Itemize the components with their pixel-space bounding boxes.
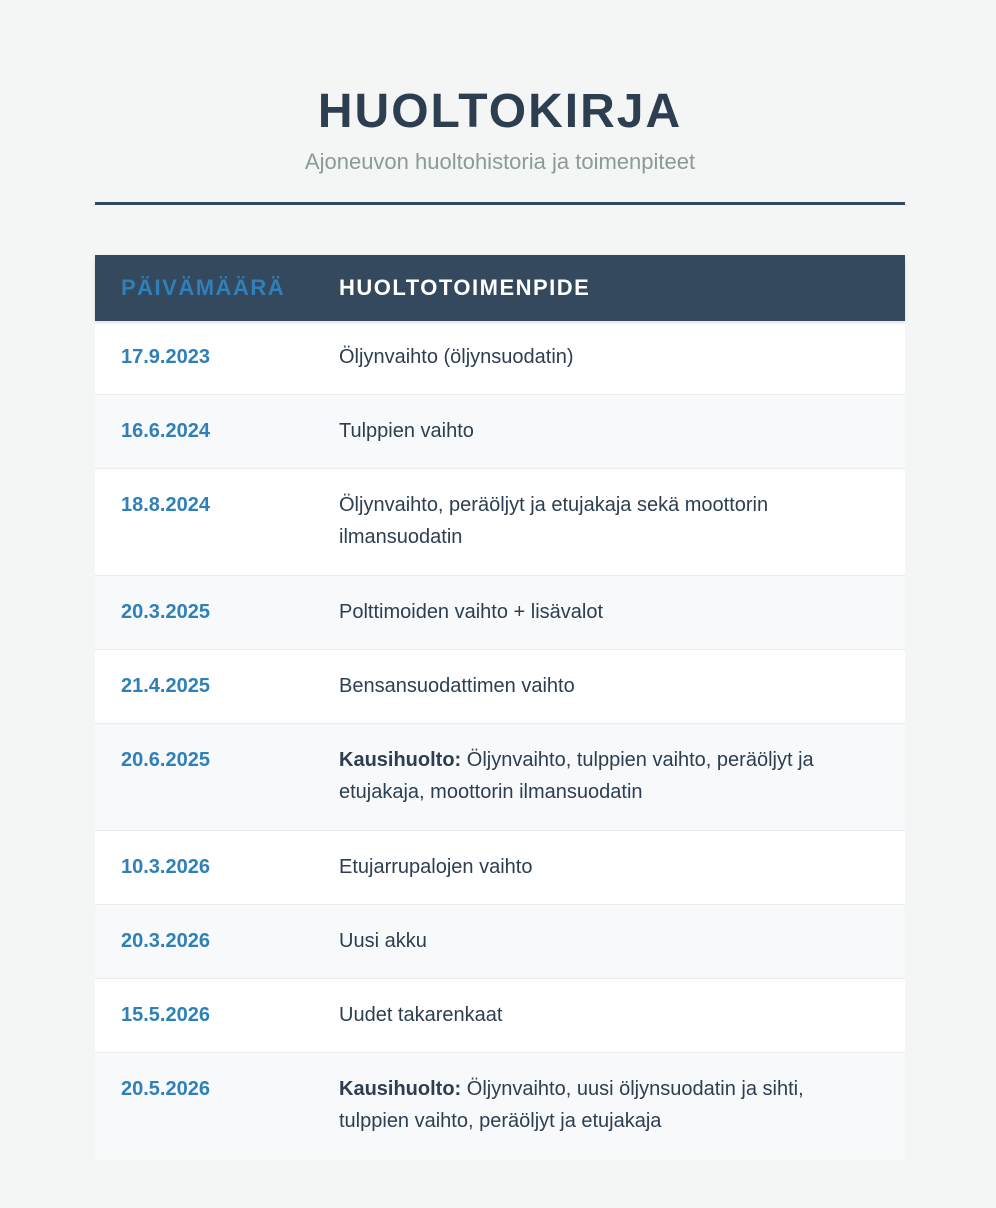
service-description — [339, 596, 879, 628]
service-date: 20.3.2025 — [121, 601, 210, 623]
table-row — [95, 321, 905, 395]
service-description — [339, 341, 879, 373]
service-description — [339, 670, 879, 702]
service-date: 15.5.2026 — [121, 1004, 210, 1026]
table-header — [95, 255, 905, 321]
table-row — [95, 979, 905, 1053]
table-row — [95, 724, 905, 831]
service-date: 16.6.2024 — [121, 420, 210, 442]
service-date: 20.6.2025 — [121, 749, 210, 771]
service-type-label: Kausihuolto: — [339, 1078, 462, 1100]
service-log-page — [95, 0, 905, 1160]
service-description — [339, 999, 879, 1031]
table-row — [95, 576, 905, 650]
service-description-text: Öljynvaihto, uusi öljynsuodatin ja sihti, tulppien vaihto, peräöljyt ja etujakaja — [339, 1078, 804, 1132]
service-description-text: Öljynvaihto (öljynsuodatin) — [339, 346, 574, 368]
service-description-text: Polttimoiden vaihto + lisävalot — [339, 601, 604, 623]
service-description — [339, 415, 879, 447]
service-date: 20.5.2026 — [121, 1078, 210, 1100]
table-row — [95, 1053, 905, 1160]
service-description — [339, 851, 879, 883]
service-description-text: Bensansuodattimen vaihto — [339, 675, 575, 697]
page-title: HUOLTOKIRJA — [317, 85, 683, 138]
service-description-text: Öljynvaihto, tulppien vaihto, peräöljyt ja etujakaja, moottorin ilmansuodatin — [339, 749, 814, 803]
column-header-date: PÄIVÄMÄÄRÄ — [121, 275, 286, 300]
service-date: 17.9.2023 — [121, 346, 210, 368]
table-row — [95, 831, 905, 905]
service-table — [95, 255, 905, 1160]
service-date: 21.4.2025 — [121, 675, 210, 697]
service-description-text: Tulppien vaihto — [339, 420, 474, 442]
service-date: 20.3.2026 — [121, 930, 210, 952]
service-description — [339, 1073, 879, 1137]
service-description — [339, 489, 879, 553]
service-type-label: Kausihuolto: — [339, 749, 462, 771]
service-description-text: Uudet takarenkaat — [339, 1004, 503, 1026]
service-date: 10.3.2026 — [121, 856, 210, 878]
table-body — [95, 321, 905, 1160]
service-description — [339, 925, 879, 957]
table-row — [95, 650, 905, 724]
table-row — [95, 395, 905, 469]
page-subtitle: Ajoneuvon huoltohistoria ja toimenpiteet — [304, 149, 696, 174]
service-description-text: Öljynvaihto, peräöljyt ja etujakaja sekä moottorin ilmansuodatin — [339, 494, 769, 548]
service-date: 18.8.2024 — [121, 494, 210, 516]
service-description — [339, 744, 879, 808]
service-description-text: Uusi akku — [339, 930, 427, 952]
table-row — [95, 905, 905, 979]
service-description-text: Etujarrupalojen vaihto — [339, 856, 533, 878]
header-divider — [95, 202, 905, 205]
column-header-description: HUOLTOTOIMENPIDE — [339, 275, 591, 300]
table-row — [95, 469, 905, 576]
